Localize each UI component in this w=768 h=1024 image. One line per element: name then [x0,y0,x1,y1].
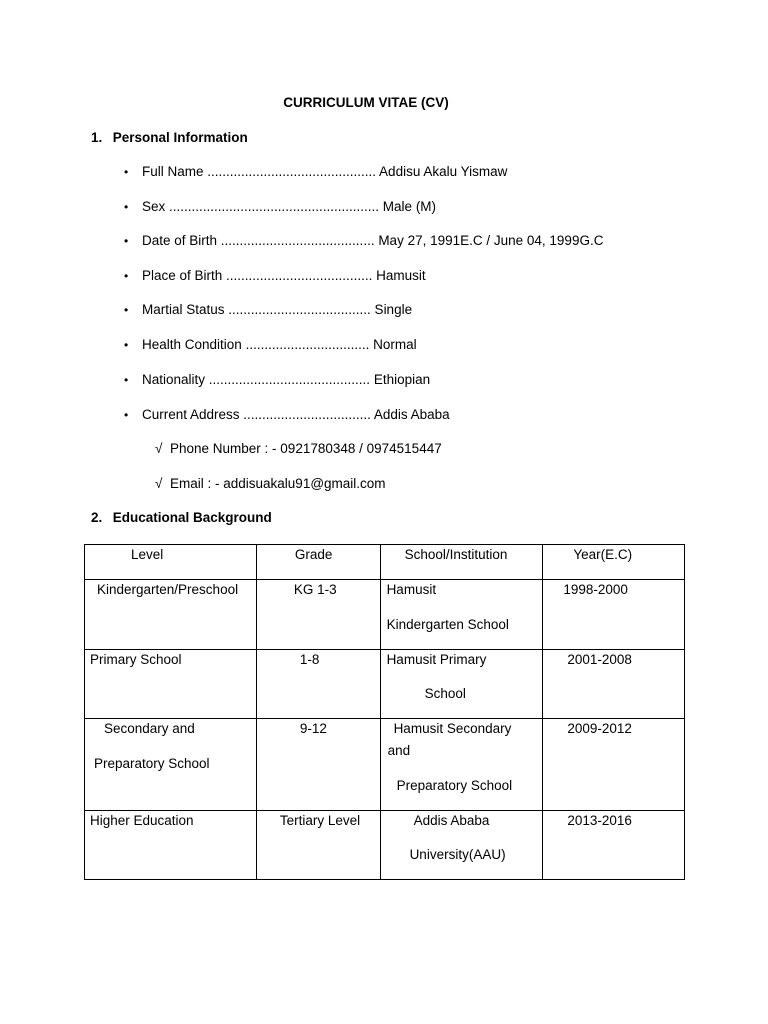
cell-grade: 9-12 [256,719,380,811]
item-text: Health Condition ................................. Normal [142,337,417,352]
personal-item-sex [124,198,436,216]
cell-level: Higher Education [85,811,257,880]
cell-grade: KG 1-3 [256,580,380,650]
header-grade: Grade [256,545,380,580]
bullet-icon: • [124,303,129,317]
personal-item-health-condition [124,336,417,354]
table-row [85,650,685,719]
header-level: Level [85,545,257,580]
cell-school: Hamusit Kindergarten School [380,580,543,650]
item-text: Place of Birth ....................................... Hamusit [142,268,426,283]
bullet-icon: • [124,373,129,387]
header-school: School/Institution [380,545,543,580]
bullet-icon: • [124,165,129,179]
section-heading-education [91,510,272,525]
contact-phone [155,440,442,458]
cell-year: 1998-2000 [543,580,685,650]
section-number: 1. [91,130,103,145]
table-header-row [85,545,685,580]
item-text: Sex ........................................................ Male (M) [142,199,437,214]
cell-level: Kindergarten/Preschool [85,580,257,650]
table-row [85,811,685,880]
cell-year: 2009-2012 [543,719,685,811]
item-text: Current Address .................................. Addis Ababa [142,407,450,422]
cell-school: Hamusit Secondary and Preparatory School [380,719,543,811]
education-table [84,544,685,880]
bullet-icon: • [124,269,129,283]
personal-item-nationality [124,371,430,389]
bullet-icon: • [124,200,129,214]
cell-level: Primary School [85,650,257,719]
personal-item-date-of-birth [124,232,603,250]
document-title: CURRICULUM VITAE (CV) [283,95,449,110]
bullet-icon: • [124,234,129,248]
contact-email [155,475,386,493]
cell-grade: Tertiary Level [256,811,380,880]
item-text: Martial Status ...................................... Single [142,302,413,317]
checkmark-icon: √ [155,476,163,491]
table-row [85,580,685,650]
phone-text: Phone Number : - 0921780348 / 0974515447 [170,441,442,456]
cell-level: Secondary and Preparatory School [85,719,257,811]
cell-school: Hamusit Primary School [380,650,543,719]
email-text: Email : - addisuakalu91@gmail.com [170,476,386,491]
personal-item-place-of-birth [124,267,426,285]
cell-grade: 1-8 [256,650,380,719]
header-year: Year(E.C) [543,545,685,580]
item-text: Date of Birth ......................................... May 27, 1991E.C / June 04, 1999G.C [142,233,604,248]
personal-item-marital-status [124,301,412,319]
table-row [85,719,685,811]
item-text: Nationality ........................................... Ethiopian [142,372,431,387]
bullet-icon: • [124,338,129,352]
section-title: Personal Information [112,130,248,145]
item-text: Full Name ............................................. Addisu Akalu Yismaw [142,164,508,179]
cell-year: 2013-2016 [543,811,685,880]
checkmark-icon: √ [155,441,163,456]
section-title: Educational Background [112,510,272,525]
personal-item-current-address [124,406,450,424]
bullet-icon: • [124,408,129,422]
personal-item-full-name [124,163,507,181]
cell-year: 2001-2008 [543,650,685,719]
section-heading-personal [91,130,248,145]
section-number: 2. [91,510,103,525]
cell-school: Addis Ababa University(AAU) [380,811,543,880]
